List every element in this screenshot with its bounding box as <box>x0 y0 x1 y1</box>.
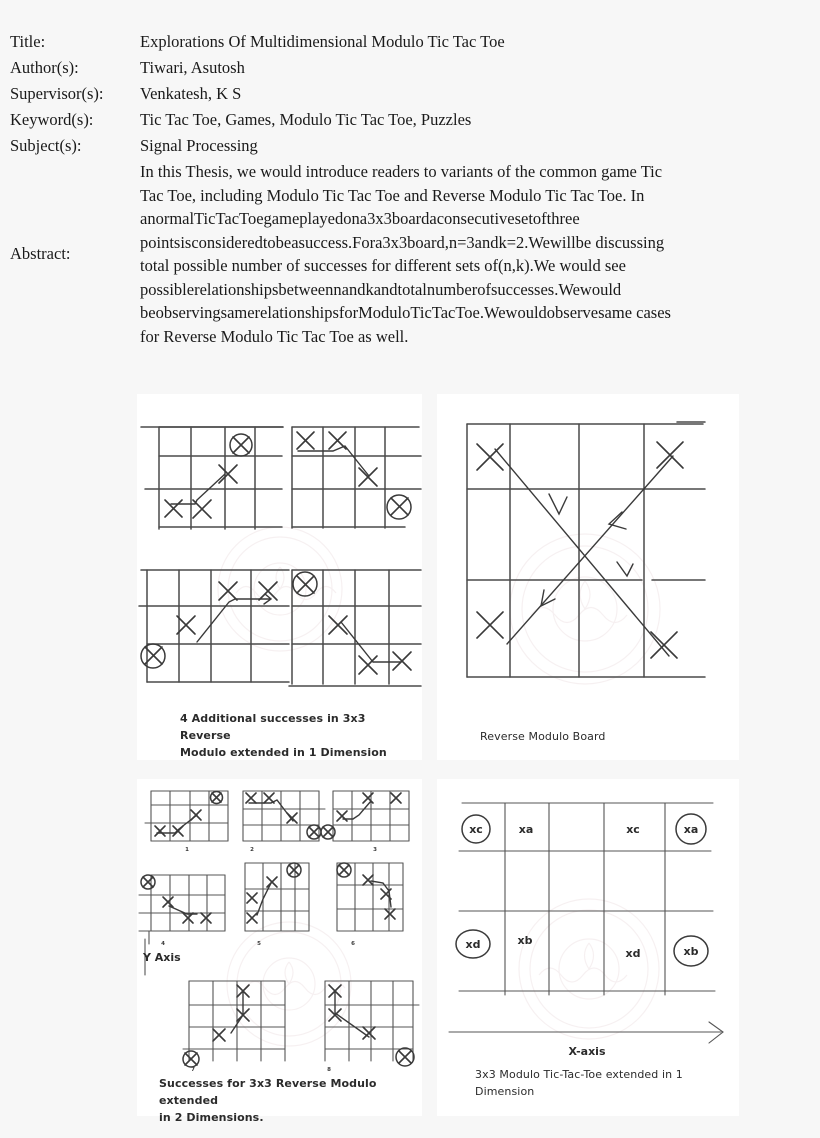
field-label-supervisors: Supervisor(s): <box>10 84 104 103</box>
caption-line-1: Reverse Modulo Board <box>480 730 606 743</box>
abstract-line: In this Thesis, we would introduce readers to variants of the common game Tic <box>140 162 663 181</box>
cell-label-xc-left <box>462 815 490 843</box>
caption-line-2: in 2 Dimensions. <box>159 1111 264 1124</box>
figure-caption-reverse-modulo-board <box>480 728 731 745</box>
cell-text-xc-left: xc <box>469 823 483 836</box>
board-1 <box>141 427 283 529</box>
field-value-authors: Tiwari, Asutosh <box>140 58 245 77</box>
figure-grid <box>137 394 745 1124</box>
abstract-line: total possible number of successes for different sets of(n,k).We would see <box>140 256 626 275</box>
figure-panel-modulo-1d <box>437 779 739 1116</box>
cell-text-xb-right: xb <box>683 945 699 958</box>
metadata-row-supervisors <box>10 82 815 106</box>
figure-panel-reverse-modulo-1d <box>137 394 422 760</box>
board-number-4: 4 <box>161 941 165 947</box>
cell-text-xa-inner: xa <box>518 823 534 836</box>
field-label-title: Title: <box>10 32 46 51</box>
figure-caption-reverse-modulo-2d <box>159 1075 414 1126</box>
figure-image-modulo-1d <box>437 779 739 1064</box>
mini-board-3 <box>321 791 409 853</box>
caption-line-1: 3x3 Modulo Tic-Tac-Toe extended in 1 <box>475 1068 683 1081</box>
cell-text-xc-inner: xc <box>626 823 640 836</box>
metadata-row-title <box>10 30 815 54</box>
mini-board-5 <box>245 863 309 947</box>
reverse-modulo-2d-svg <box>137 779 422 1071</box>
field-label-authors: Author(s): <box>10 58 79 77</box>
figure-image-reverse-modulo-1d <box>137 394 422 706</box>
cell-label-xd-left <box>456 930 490 958</box>
field-label-keywords: Keyword(s): <box>10 110 94 129</box>
field-value-keywords: Tic Tac Toe, Games, Modulo Tic Tac Toe, Puzzles <box>140 110 472 129</box>
reverse-modulo-board-svg <box>437 394 739 724</box>
board-3 <box>139 570 289 682</box>
mini-board-4 <box>139 875 225 947</box>
figure-panel-reverse-modulo-board <box>437 394 739 760</box>
figure-caption-modulo-1d <box>475 1066 731 1100</box>
caption-line-1: Successes for 3x3 Reverse Modulo extended <box>159 1077 377 1107</box>
mini-board-1 <box>145 791 228 853</box>
board-number-3: 3 <box>373 847 377 853</box>
abstract-line: anormalTicTacToegameplayedona3x3boardaconsecutivesetofthree <box>140 209 580 228</box>
figure-image-reverse-modulo-board <box>437 394 739 724</box>
mini-board-7 <box>183 981 285 1073</box>
reverse-modulo-1d-svg <box>137 394 422 706</box>
mini-board-2 <box>243 791 325 853</box>
board-number-7: 7 <box>191 1067 195 1073</box>
cell-text-xd-inner: xd <box>625 947 641 960</box>
field-value-abstract <box>140 160 815 348</box>
field-value-supervisors: Venkatesh, K S <box>140 84 242 103</box>
metadata-row-abstract <box>10 160 815 348</box>
field-value-subjects: Signal Processing <box>140 136 258 155</box>
field-label-subjects: Subject(s): <box>10 136 82 155</box>
abstract-line: for Reverse Modulo Tic Tac Toe as well. <box>140 326 409 346</box>
field-value-title: Explorations Of Multidimensional Modulo Tic Tac Toe <box>140 32 505 51</box>
y-axis-label: Y Axis <box>143 951 181 964</box>
cell-label-xb-right <box>674 936 708 966</box>
caption-line-2: Dimension <box>475 1085 535 1098</box>
x-axis-arrow-icon <box>449 1022 723 1043</box>
caption-line-1: 4 Additional successes in 3x3 Reverse <box>180 712 366 742</box>
cell-text-xd-left: xd <box>465 938 481 951</box>
abstract-line: possiblerelationshipsbetweennandkandtotalnumberofsuccesses.Wewould <box>140 279 622 299</box>
cell-text-xa-right: xa <box>683 823 699 836</box>
metadata-row-keywords <box>10 108 815 132</box>
record-metadata <box>10 30 815 350</box>
mini-board-6 <box>337 863 403 947</box>
board-number-8: 8 <box>327 1067 331 1073</box>
board-4 <box>289 570 421 686</box>
figure-caption-reverse-modulo-1d <box>180 710 414 761</box>
board-number-6: 6 <box>351 941 355 947</box>
x-axis-label: X-axis <box>568 1045 606 1058</box>
board-2 <box>292 427 421 528</box>
board-number-1: 1 <box>185 847 189 853</box>
abstract-line: Tac Toe, including Modulo Tic Tac Toe and Reverse Modulo Tic Tac Toe. In <box>140 185 645 205</box>
modulo-1d-svg <box>437 779 739 1064</box>
board-number-2: 2 <box>250 847 254 853</box>
abstract-line: pointsisconsideredtobeasuccess.Fora3x3board,n=3andk=2.Wewillbe discussing <box>140 232 665 252</box>
mini-board-8 <box>325 981 419 1073</box>
cell-label-xa-right <box>676 814 706 844</box>
board-number-5: 5 <box>257 941 261 947</box>
metadata-row-subjects <box>10 134 815 158</box>
abstract-line: beobservingsamerelationshipsforModuloTicTacToe.Wewouldobservesame cases <box>140 303 671 322</box>
metadata-row-authors <box>10 56 815 80</box>
institution-watermark-icon <box>519 899 659 1039</box>
figure-panel-reverse-modulo-2d <box>137 779 422 1124</box>
figure-image-reverse-modulo-2d <box>137 779 422 1071</box>
field-label-abstract: Abstract: <box>10 244 71 263</box>
caption-line-2: Modulo extended in 1 Dimension <box>180 746 387 759</box>
cell-text-xb-inner: xb <box>517 934 533 947</box>
